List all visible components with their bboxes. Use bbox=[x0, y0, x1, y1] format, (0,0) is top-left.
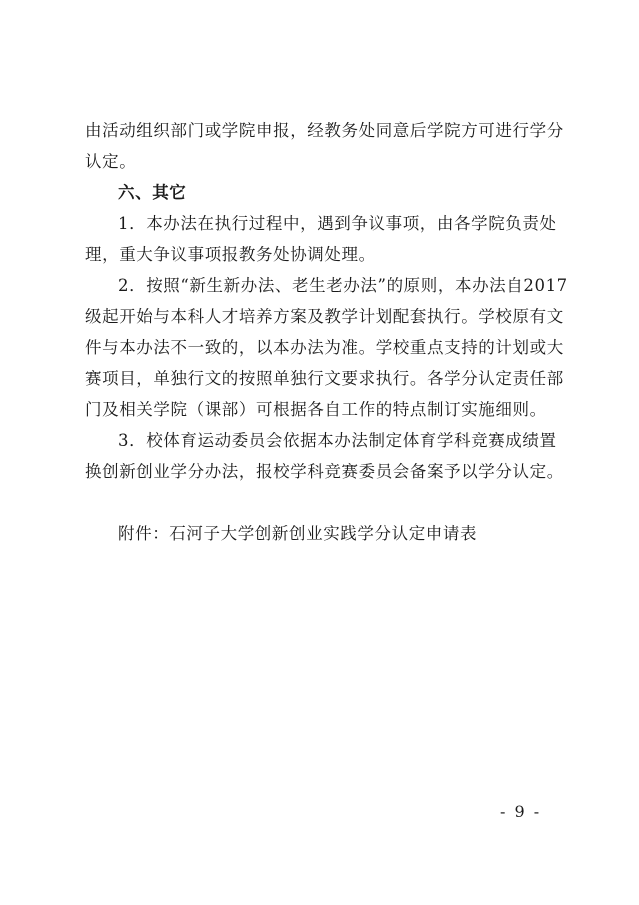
paragraph-line: 1．本办法在执行过程中，遇到争议事项，由各学院负责处 bbox=[118, 214, 557, 233]
paragraph-line: 换创新创业学分办法，报校学科竞赛委员会备案予以学分认定。 bbox=[85, 462, 564, 481]
attachment-line: 附件：石河子大学创新创业实践学分认定申请表 bbox=[118, 524, 478, 543]
paragraph-line: 由活动组织部门或学院申报，经教务处同意后学院方可进行学分 bbox=[85, 121, 564, 140]
section-heading: 六、其它 bbox=[118, 183, 187, 202]
paragraph-line: 3．校体育运动委员会依据本办法制定体育学科竞赛成绩置 bbox=[118, 431, 557, 450]
paragraph-line: 2．按照“新生新办法、老生老办法”的原则，本办法自2017 bbox=[118, 276, 568, 295]
paragraph-gap bbox=[85, 487, 560, 518]
page-number: - 9 - bbox=[500, 802, 542, 821]
paragraph-line: 理，重大争议事项报教务处协调处理。 bbox=[85, 245, 376, 264]
document-body bbox=[85, 115, 568, 549]
paragraph-line: 认定。 bbox=[85, 152, 137, 171]
paragraph-line: 件与本办法不一致的，以本办法为准。学校重点支持的计划或大 bbox=[85, 338, 564, 357]
paragraph-line: 赛项目，单独行文的按照单独行文要求执行。各学分认定责任部 bbox=[85, 369, 564, 388]
paragraph-line: 级起开始与本科人才培养方案及教学计划配套执行。学校原有文 bbox=[85, 307, 564, 326]
paragraph-line: 门及相关学院（课部）可根据各自工作的特点制订实施细则。 bbox=[85, 400, 547, 419]
